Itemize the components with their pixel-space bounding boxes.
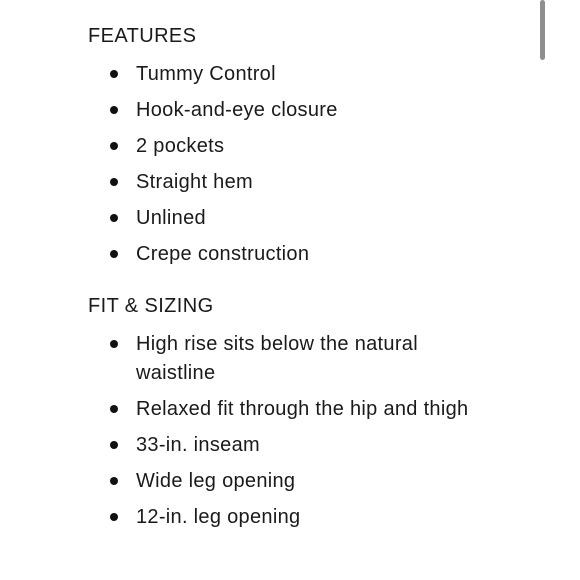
fit-sizing-heading: FIT & SIZING (88, 295, 214, 317)
bullet-icon (110, 441, 118, 449)
features-heading: FEATURES (88, 25, 197, 47)
list-item (0, 467, 580, 496)
list-item (0, 204, 580, 233)
list-item-text: Relaxed fit through the hip and thigh (136, 398, 469, 420)
bullet-icon (110, 405, 118, 413)
list-item (0, 431, 580, 460)
bullet-icon (110, 70, 118, 78)
list-item (0, 168, 580, 197)
list-item-text: 12-in. leg opening (136, 506, 301, 528)
bullet-icon (110, 106, 118, 114)
bullet-icon (110, 340, 118, 348)
bullet-icon (110, 250, 118, 258)
list-item-text: Wide leg opening (136, 470, 296, 492)
list-item (0, 60, 580, 89)
list-item (0, 240, 580, 269)
list-item (0, 395, 580, 424)
bullet-icon (110, 214, 118, 222)
list-item-text: Hook-and-eye closure (136, 99, 338, 121)
list-item-text: High rise sits below the natural waistline (136, 333, 418, 384)
list-item (0, 503, 580, 532)
list-item (0, 132, 580, 161)
bullet-icon (110, 477, 118, 485)
scrollbar[interactable] (540, 0, 545, 60)
list-item-text: Crepe construction (136, 243, 310, 265)
list-item-text: 2 pockets (136, 135, 225, 157)
bullet-icon (110, 513, 118, 521)
list-item (0, 96, 580, 125)
fit-sizing-list (0, 330, 580, 539)
list-item-text: Straight hem (136, 171, 253, 193)
list-item-text: Tummy Control (136, 63, 276, 85)
list-item (0, 330, 580, 388)
bullet-icon (110, 178, 118, 186)
list-item-text: 33-in. inseam (136, 434, 260, 456)
bullet-icon (110, 142, 118, 150)
features-list (0, 60, 580, 276)
list-item-text: Unlined (136, 207, 206, 229)
